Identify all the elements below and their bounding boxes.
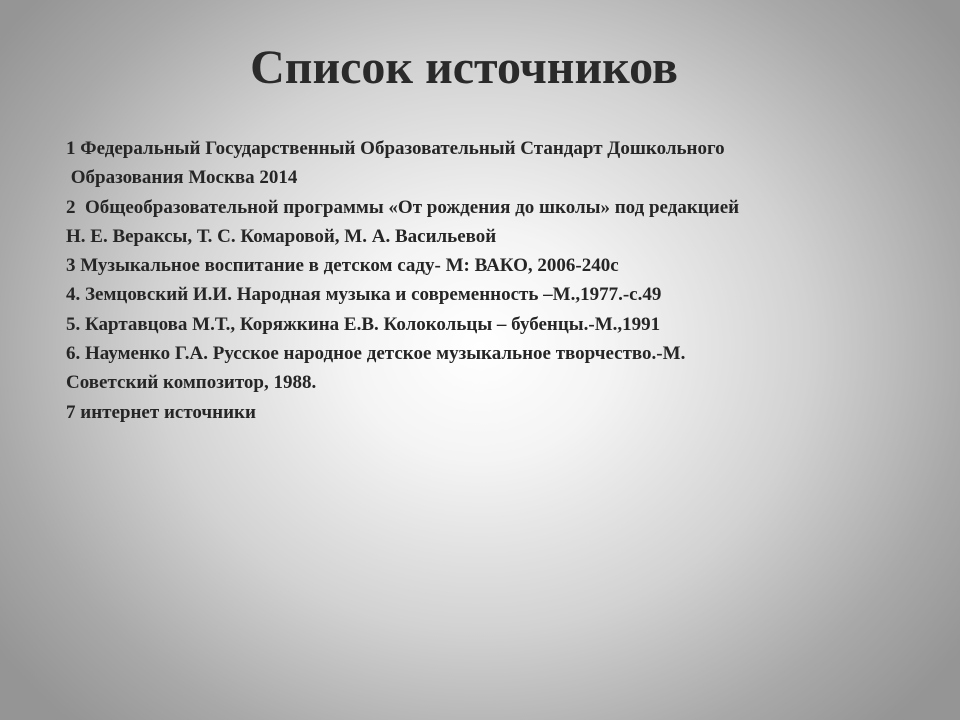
source-line: Н. Е. Вераксы, Т. С. Комаровой, М. А. Васильевой (66, 225, 497, 247)
source-line: 2 Общеобразовательной программы «От рождения до школы» под редакцией (66, 196, 740, 218)
source-line: 3 Музыкальное воспитание в детском саду- М: ВАКО, 2006-240с (66, 255, 619, 277)
sources-list (66, 134, 936, 427)
source-line: Образования Москва 2014 (66, 167, 298, 189)
source-line: Советский композитор, 1988. (66, 372, 317, 394)
source-line: 4. Земцовский И.И. Народная музыка и современность –М.,1977.-с.49 (66, 284, 662, 306)
source-line: 1 Федеральный Государственный Образовательный Стандарт Дошкольного (66, 138, 725, 159)
slide-title: Список источников (250, 41, 678, 94)
source-line: 5. Картавцова М.Т., Коряжкина Е.В. Колокольцы – бубенцы.-М.,1991 (66, 313, 661, 335)
source-line: 6. Науменко Г.А. Русское народное детское музыкальное творчество.-М. (66, 343, 686, 365)
source-line: 7 интернет источники (66, 401, 256, 423)
